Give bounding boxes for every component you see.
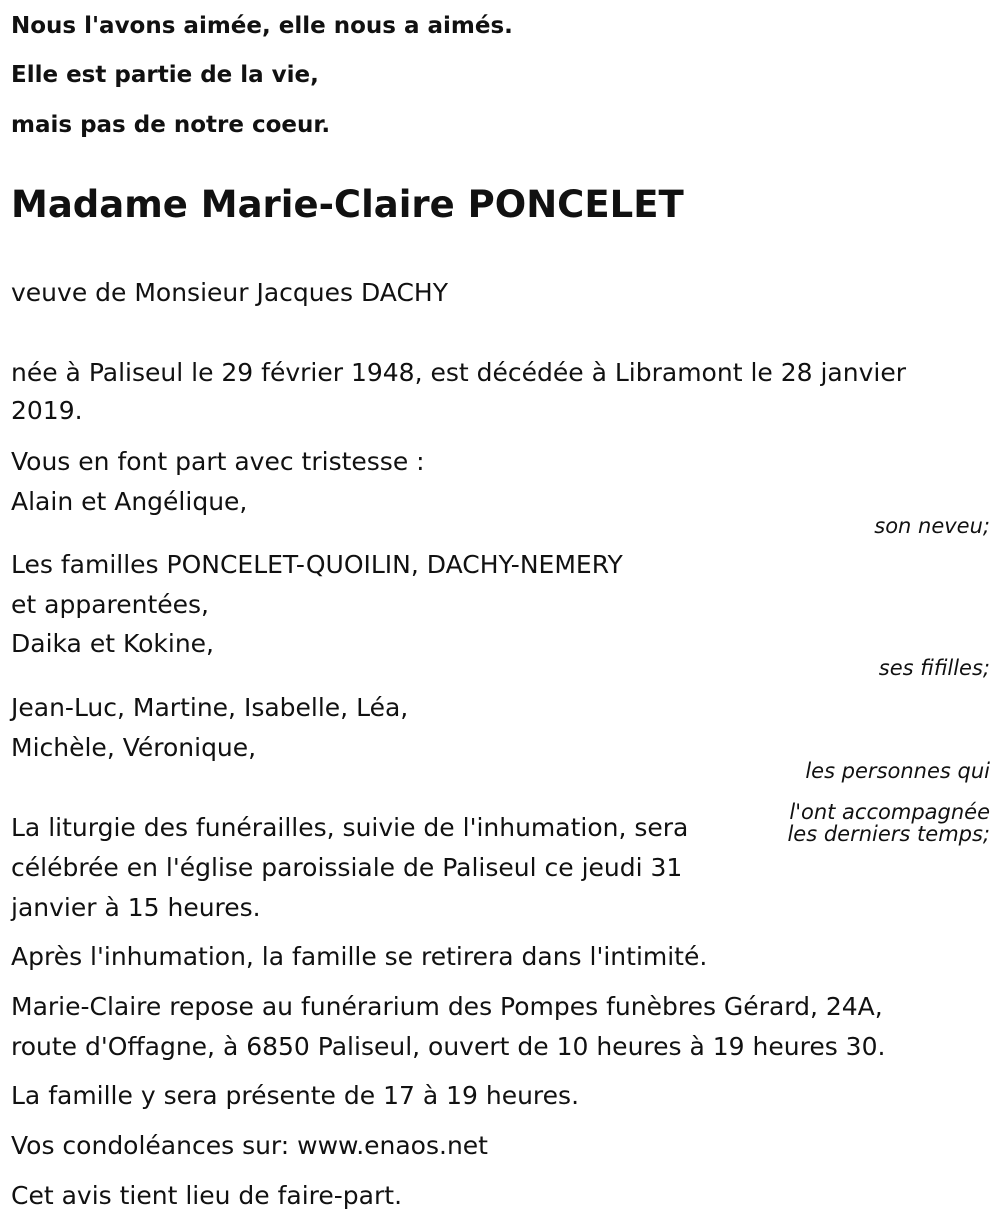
companions-line-1: Jean-Luc, Martine, Isabelle, Léa, (11, 693, 409, 722)
companions-relation-line-1: les personnes qui (805, 759, 990, 783)
funeral-home-line-2: route d'Offagne, à 6850 Paliseul, ouvert de 10 heures à 19 heures 30. (11, 1032, 886, 1061)
epigraph-line-2: Elle est partie de la vie, (11, 62, 319, 88)
funeral-home-line-1: Marie-Claire repose au funérarium des Pompes funèbres Gérard, 24A, (11, 992, 883, 1021)
companions-relation-line-3: les derniers temps; (787, 822, 990, 846)
family-presence: La famille y sera présente de 17 à 19 heures. (11, 1081, 580, 1110)
notice-footer: Cet avis tient lieu de faire-part. (11, 1181, 403, 1210)
after-burial: Après l'inhumation, la famille se retirera dans l'intimité. (11, 942, 708, 971)
condolences: Vos condoléances sur: www.enaos.net (11, 1131, 488, 1160)
announcement-intro: Vous en font part avec tristesse : (11, 447, 425, 476)
funeral-line-2: célébrée en l'église paroissiale de Paliseul ce jeudi 31 (11, 853, 683, 882)
epigraph-line-3: mais pas de notre coeur. (11, 112, 331, 138)
funeral-line-3: janvier à 15 heures. (11, 893, 261, 922)
deceased-name: Madame Marie-Claire PONCELET (11, 183, 684, 226)
epigraph-line-1: Nous l'avons aimée, elle nous a aimés. (11, 13, 513, 39)
birth-death-line-2: 2019. (11, 396, 83, 425)
families-line-2: et apparentées, (11, 590, 209, 619)
stepdaughters-relation: ses fifilles; (878, 656, 990, 680)
nephew-relation: son neveu; (874, 514, 990, 538)
companions-line-2: Michèle, Véronique, (11, 733, 257, 762)
birth-death-line-1: née à Paliseul le 29 février 1948, est décédée à Libramont le 28 janvier (11, 358, 906, 387)
widow-of: veuve de Monsieur Jacques DACHY (11, 278, 448, 307)
funeral-line-1: La liturgie des funérailles, suivie de l'inhumation, sera (11, 813, 689, 842)
stepdaughters-names: Daika et Kokine, (11, 629, 214, 658)
companions-relation-line-2: l'ont accompagnée (789, 800, 990, 824)
families-line-1: Les familles PONCELET-QUOILIN, DACHY-NEMERY (11, 550, 623, 579)
nephew-names: Alain et Angélique, (11, 487, 248, 516)
